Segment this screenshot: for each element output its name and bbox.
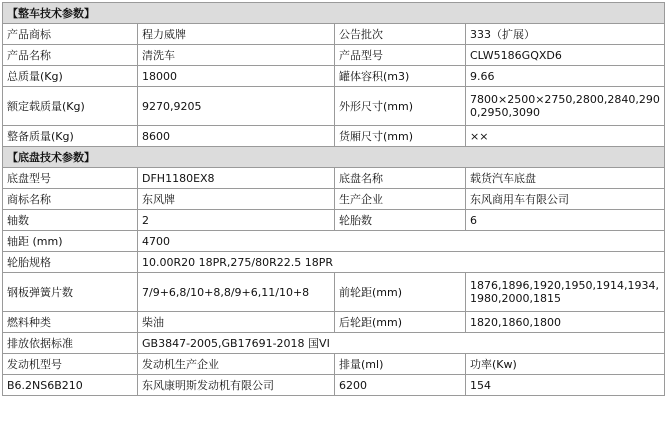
value-cell: 东风牌 <box>138 189 335 210</box>
vehicle-section-header <box>3 3 665 24</box>
label-cell: 轴距 (mm) <box>3 231 138 252</box>
table-row <box>3 273 665 312</box>
value-cell: 154 <box>466 375 665 396</box>
label-cell: 产品型号 <box>335 45 466 66</box>
table-row <box>3 66 665 87</box>
value-cell: 7/9+6,8/10+8,8/9+6,11/10+8 <box>138 273 335 312</box>
label-cell: 前轮距(mm) <box>335 273 466 312</box>
value-cell: CLW5186GQXD6 <box>466 45 665 66</box>
value-cell: 东风商用车有限公司 <box>466 189 665 210</box>
table-row <box>3 24 665 45</box>
value-cell: 333（扩展） <box>466 24 665 45</box>
column-header: 排量(ml) <box>335 354 466 375</box>
label-cell: 轴数 <box>3 210 138 231</box>
chassis-section-title: 【底盘技术参数】 <box>3 147 665 168</box>
value-cell: 1820,1860,1800 <box>466 312 665 333</box>
label-cell: 整备质量(Kg) <box>3 126 138 147</box>
value-cell: B6.2NS6B210 <box>3 375 138 396</box>
table-row <box>3 210 665 231</box>
value-cell: 清洗车 <box>138 45 335 66</box>
label-cell: 底盘型号 <box>3 168 138 189</box>
label-cell: 底盘名称 <box>335 168 466 189</box>
label-cell: 产品名称 <box>3 45 138 66</box>
value-cell: 9270,9205 <box>138 87 335 126</box>
table-row <box>3 126 665 147</box>
value-cell: GB3847-2005,GB17691-2018 国VI <box>138 333 665 354</box>
table-row <box>3 189 665 210</box>
table-row <box>3 333 665 354</box>
value-cell: 2 <box>138 210 335 231</box>
label-cell: 产品商标 <box>3 24 138 45</box>
value-cell: 柴油 <box>138 312 335 333</box>
label-cell: 商标名称 <box>3 189 138 210</box>
label-cell: 后轮距(mm) <box>335 312 466 333</box>
value-cell: 8600 <box>138 126 335 147</box>
label-cell: 轮胎规格 <box>3 252 138 273</box>
table-row <box>3 375 665 396</box>
spec-table <box>2 2 665 396</box>
label-cell: 货厢尺寸(mm) <box>335 126 466 147</box>
value-cell: 载货汽车底盘 <box>466 168 665 189</box>
value-cell: 9.66 <box>466 66 665 87</box>
table-row <box>3 312 665 333</box>
value-cell: 10.00R20 18PR,275/80R22.5 18PR <box>138 252 665 273</box>
label-cell: 排放依据标准 <box>3 333 138 354</box>
value-cell: 东风康明斯发动机有限公司 <box>138 375 335 396</box>
column-header: 发动机生产企业 <box>138 354 335 375</box>
label-cell: 总质量(Kg) <box>3 66 138 87</box>
value-cell: DFH1180EX8 <box>138 168 335 189</box>
label-cell: 燃料种类 <box>3 312 138 333</box>
label-cell: 钢板弹簧片数 <box>3 273 138 312</box>
table-row <box>3 168 665 189</box>
value-cell: 程力威牌 <box>138 24 335 45</box>
label-cell: 轮胎数 <box>335 210 466 231</box>
table-row <box>3 252 665 273</box>
table-row <box>3 45 665 66</box>
engine-header-row <box>3 354 665 375</box>
label-cell: 生产企业 <box>335 189 466 210</box>
value-cell: 18000 <box>138 66 335 87</box>
value-cell: 7800×2500×2750,2800,2840,2900,2950,3090 <box>466 87 665 126</box>
column-header: 发动机型号 <box>3 354 138 375</box>
chassis-section-header <box>3 147 665 168</box>
vehicle-section-title: 【整车技术参数】 <box>3 3 665 24</box>
label-cell: 罐体容积(m3) <box>335 66 466 87</box>
value-cell: ×× <box>466 126 665 147</box>
label-cell: 公告批次 <box>335 24 466 45</box>
column-header: 功率(Kw) <box>466 354 665 375</box>
label-cell: 额定载质量(Kg) <box>3 87 138 126</box>
table-row <box>3 231 665 252</box>
value-cell: 6200 <box>335 375 466 396</box>
value-cell: 1876,1896,1920,1950,1914,1934,1980,2000,1815 <box>466 273 665 312</box>
value-cell: 4700 <box>138 231 665 252</box>
table-row <box>3 87 665 126</box>
label-cell: 外形尺寸(mm) <box>335 87 466 126</box>
value-cell: 6 <box>466 210 665 231</box>
